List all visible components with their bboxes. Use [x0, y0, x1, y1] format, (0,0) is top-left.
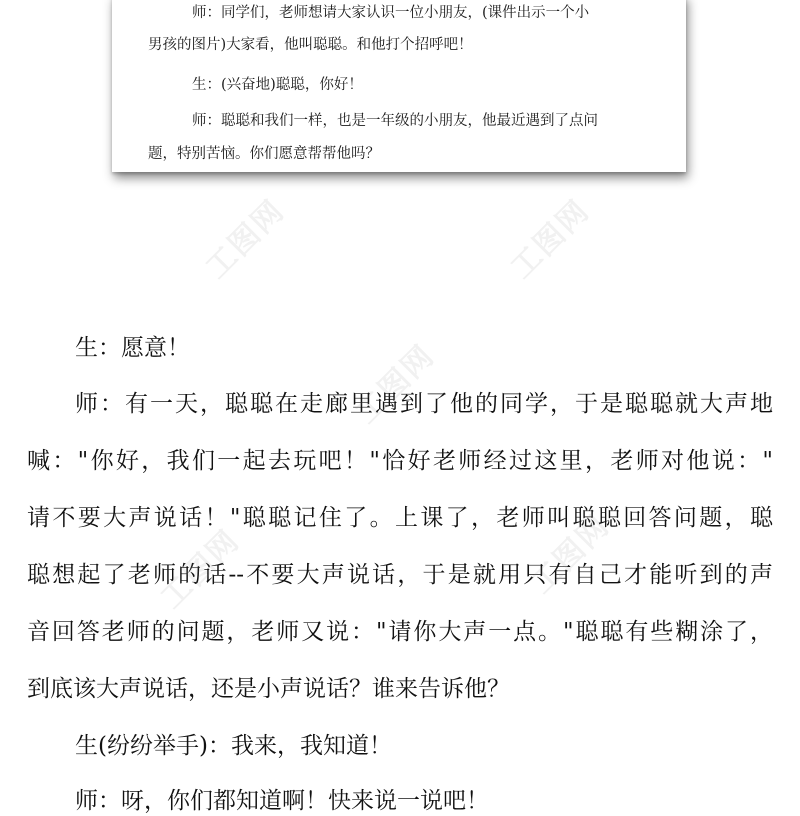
doc-line-4: 请不要大声说话！"聪聪记住了。上课了，老师叫聪聪回答问题，聪: [27, 505, 773, 531]
card-line-4: 师：聪聪和我们一样，也是一年级的小朋友，他最近遇到了点问: [192, 113, 598, 129]
watermark-5: 工图网: [524, 508, 617, 601]
doc-line-9: 师：呀，你们都知道啊！快来说一说吧！: [75, 788, 489, 814]
doc-line-7: 到底该大声说话，还是小声说话？谁来告诉他？: [27, 676, 510, 702]
card-line-3: 生：(兴奋地)聪聪，你好！: [192, 77, 363, 93]
doc-line-2: 师：有一天，聪聪在走廊里遇到了他的同学，于是聪聪就大声地: [75, 391, 773, 417]
watermark-3: 工图网: [349, 338, 442, 431]
doc-line-1: 生：愿意！: [75, 335, 190, 361]
card-line-2: 男孩的图片)大家看，他叫聪聪。和他打个招呼吧！: [148, 37, 473, 53]
watermark-1: 工图网: [199, 193, 292, 286]
excerpt-card: [112, 0, 686, 172]
doc-line-8: 生(纷纷举手)：我来，我知道！: [75, 733, 392, 759]
doc-line-6: 音回答老师的问题，老师又说："请你大声一点。"聪聪有些糊涂了，: [27, 619, 773, 645]
watermark-4: 工图网: [154, 523, 247, 616]
doc-line-5: 聪想起了老师的话--不要大声说话，于是就用只有自己才能听到的声: [27, 562, 773, 588]
watermark-2: 工图网: [504, 193, 597, 286]
card-line-5: 题，特别苦恼。你们愿意帮帮他吗？: [148, 146, 380, 162]
doc-line-3: 喊："你好，我们一起去玩吧！"恰好老师经过这里，老师对他说：": [27, 448, 773, 474]
card-line-1: 师：同学们，老师想请大家认识一位小朋友，(课件出示一个小: [192, 5, 590, 21]
